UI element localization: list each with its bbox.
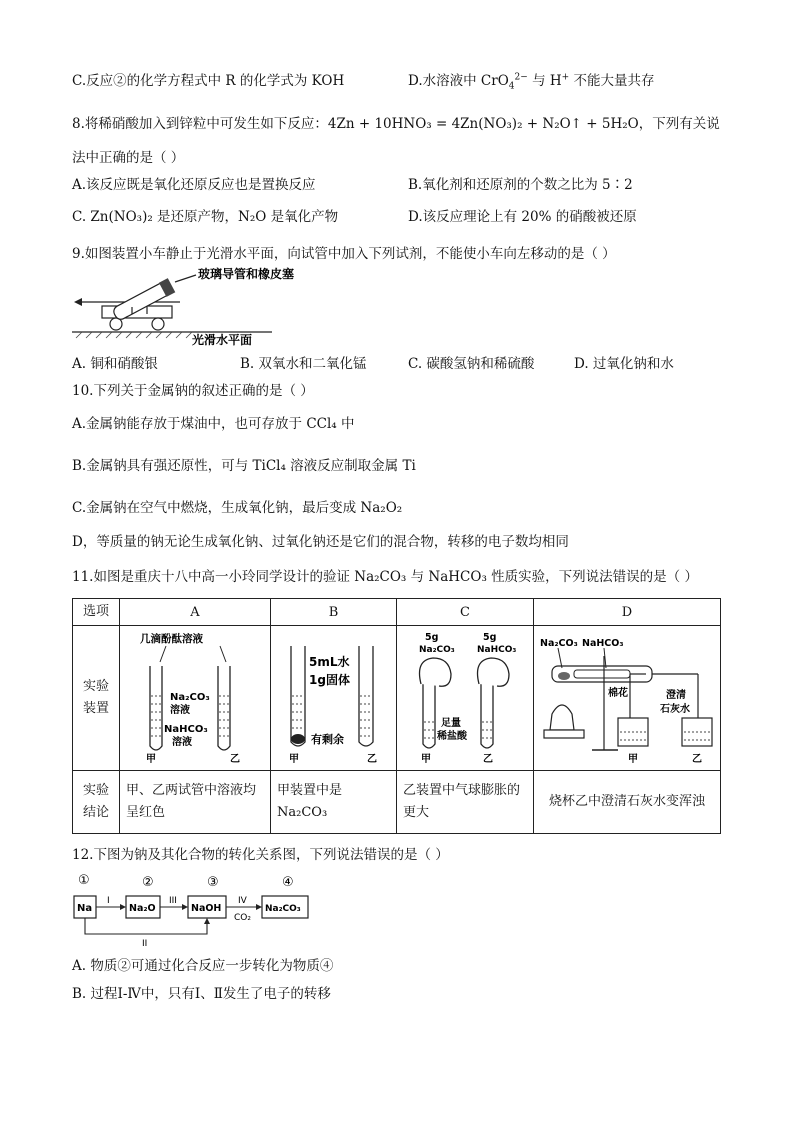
- svg-text:5mL水: 5mL水: [309, 655, 350, 669]
- q11-conclusion-c: 乙装置中气球膨胀的更大: [397, 771, 534, 834]
- q9-option-b: B. 双氧水和二氧化锰: [240, 356, 367, 372]
- q9-cart-figure: [72, 262, 312, 348]
- svg-text:石灰水: 石灰水: [660, 704, 690, 715]
- q11-conclusion-row: [73, 771, 721, 834]
- svg-text:溶液: 溶液: [170, 705, 190, 716]
- svg-text:Na₂CO₃: Na₂CO₃: [419, 645, 455, 655]
- q12-node-2-num: ②: [142, 875, 154, 890]
- q10-option-b: B.金属钠具有强还原性，可与 TiCl₄ 溶液反应制取金属 Ti: [72, 458, 416, 474]
- q12-stem: 12.下图为钠及其化合物的转化关系图，下列说法错误的是（ ）: [72, 847, 449, 863]
- q8-option-a: A.该反应既是氧化还原反应也是置换反应: [72, 177, 316, 193]
- q12-node-1-num: ①: [78, 873, 90, 888]
- q11-stem: 11.如图是重庆十八中高一小玲同学设计的验证 Na₂CO₃ 与 NaHCO₃ 性质实验，下列说法错误的是（ ）: [72, 569, 698, 585]
- svg-text:甲: 甲: [421, 754, 431, 765]
- svg-text:Na₂CO₃: Na₂CO₃: [540, 638, 578, 649]
- q12-option-b: B. 过程Ⅰ-Ⅳ中，只有Ⅰ、Ⅱ发生了电子的转移: [72, 986, 331, 1002]
- q11-header-b: B: [271, 599, 397, 626]
- q12-node-2-label: Na₂O: [129, 903, 156, 914]
- q12-node-4-num: ④: [282, 875, 294, 890]
- q8-option-b: B.氧化剂和还原剂的个数之比为 5∶2: [408, 177, 633, 193]
- q9-stem: 9.如图装置小车静止于光滑水平面，向试管中加入下列试剂，不能使小车向左移动的是（ ）: [72, 246, 616, 262]
- q9-label-tube: 玻璃导管和橡皮塞: [198, 267, 295, 281]
- q11-table: [72, 598, 721, 834]
- q11-header-a: A: [120, 599, 271, 626]
- q11-conclusion-d: 烧杯乙中澄清石灰水变浑浊: [534, 771, 721, 834]
- q8-equation: 4Zn + 10HNO₃ = 4Zn(NO₃)₂ + N₂O↑ + 5H₂O: [327, 116, 639, 132]
- q9-option-c: C. 碳酸氢钠和稀硫酸: [408, 356, 535, 372]
- svg-text:5g: 5g: [425, 632, 439, 643]
- q11-figure-a: [120, 626, 271, 771]
- q11-header-d: D: [534, 599, 721, 626]
- svg-text:足量: 足量: [441, 718, 461, 729]
- q10-option-c: C.金属钠在空气中燃烧，生成氧化钠，最后变成 Na₂O₂: [72, 500, 403, 516]
- q11-apparatus-label: 实验装置: [73, 626, 120, 771]
- q12-node-3-label: NaOH: [191, 903, 222, 914]
- q12-flow-diagram: [72, 870, 322, 950]
- svg-text:乙: 乙: [692, 754, 702, 765]
- q10-option-d: D，等质量的钠无论生成氧化钠、过氧化钠还是它们的混合物，转移的电子数均相同: [72, 534, 569, 550]
- svg-text:有剩余: 有剩余: [311, 733, 344, 746]
- q8-stem: 8.将稀硝酸加入到锌粒中可发生如下反应：4Zn + 10HNO₃ = 4Zn(NO₃)₂ + N₂O↑ + 5H₂O，下列有关说: [72, 116, 720, 132]
- q8-option-c: C. Zn(NO₃)₂ 是还原产物，N₂O 是氧化产物: [72, 209, 339, 225]
- q12-node-1-label: Na: [77, 903, 93, 914]
- q10-stem: 10.下列关于金属钠的叙述正确的是（ ）: [72, 383, 314, 399]
- q7-option-d: D.水溶液中 CrO$_4^{2-}$ 与 H+ 不能大量共存: [408, 72, 655, 92]
- svg-text:5g: 5g: [483, 632, 497, 643]
- q11-conclusion-b: 甲装置中是 Na₂CO₃: [271, 771, 397, 834]
- q7-option-c: C.反应②的化学方程式中 R 的化学式为 KOH: [72, 73, 345, 89]
- q11-header-row: [73, 599, 721, 626]
- q12-arrow-1: I: [107, 896, 110, 906]
- q11-header-c: C: [397, 599, 534, 626]
- svg-text:NaHCO₃: NaHCO₃: [582, 638, 624, 649]
- svg-text:稀盐酸: 稀盐酸: [437, 731, 467, 742]
- q8-option-d: D.该反应理论上有 20% 的硝酸被还原: [408, 209, 637, 225]
- q12-arrow-2: II: [142, 939, 148, 949]
- q12-node-4-label: Na₂CO₃: [265, 904, 301, 914]
- q11-header-option: 选项: [73, 599, 120, 626]
- q12-node-3-num: ③: [207, 875, 219, 890]
- q11-conclusion-a: 甲、乙两试管中溶液均呈红色: [120, 771, 271, 834]
- svg-text:1g固体: 1g固体: [309, 673, 350, 687]
- svg-text:NaHCO₃: NaHCO₃: [477, 645, 517, 655]
- q12-arrow-3: III: [169, 896, 177, 906]
- q12-co2-label: CO₂: [234, 913, 251, 923]
- q11-apparatus-row: [73, 626, 721, 771]
- q10-option-a: A.金属钠能存放于煤油中，也可存放于 CCl₄ 中: [72, 416, 355, 432]
- svg-text:澄清: 澄清: [666, 690, 686, 701]
- q8-stem-cont: 法中正确的是（ ）: [72, 150, 185, 166]
- q9-option-d: D. 过氧化钠和水: [574, 356, 674, 372]
- q12-option-a: A. 物质②可通过化合反应一步转化为物质④: [72, 958, 334, 974]
- q9-label-surface: 光滑水平面: [192, 333, 253, 347]
- q11-figure-c: [397, 626, 534, 771]
- q11-figure-d: [534, 626, 721, 771]
- q12-arrow-4: IV: [238, 896, 247, 906]
- q11-conclusion-label: 实验结论: [73, 771, 120, 834]
- q9-option-a: A. 铜和硝酸银: [72, 356, 158, 372]
- svg-text:NaHCO₃: NaHCO₃: [164, 724, 208, 735]
- svg-text:棉花: 棉花: [608, 688, 628, 699]
- svg-text:甲: 甲: [146, 754, 156, 765]
- svg-text:溶液: 溶液: [172, 737, 192, 748]
- q11-figure-b: [271, 626, 397, 771]
- svg-text:乙: 乙: [483, 754, 493, 765]
- svg-text:乙: 乙: [367, 754, 377, 765]
- svg-text:乙: 乙: [230, 754, 240, 765]
- svg-text:几滴酚酞溶液: 几滴酚酞溶液: [140, 633, 203, 645]
- svg-text:甲: 甲: [628, 754, 638, 765]
- svg-text:Na₂CO₃: Na₂CO₃: [170, 692, 210, 703]
- svg-text:甲: 甲: [289, 754, 299, 765]
